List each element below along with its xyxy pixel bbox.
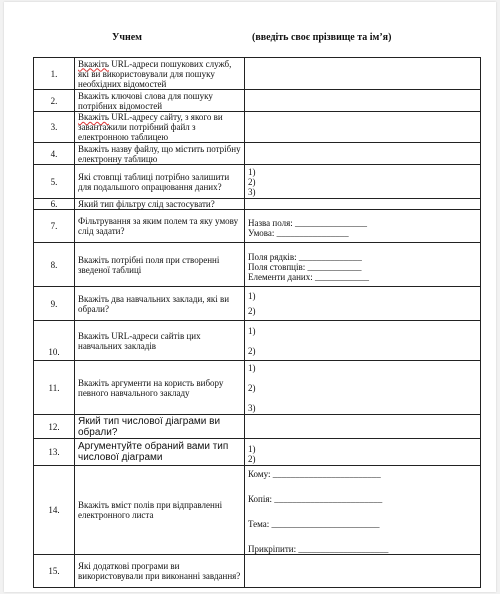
student-label: Учнем: [112, 32, 142, 43]
answer-line: Копія: ________________________: [248, 494, 383, 504]
row-number: 8.: [34, 243, 75, 287]
answer-line: Прикріпити: ____________________: [248, 544, 389, 554]
question-spell-word: Вкажіть: [78, 112, 109, 122]
question-cell: Які додаткові програми ви використовували при виконанні завдання?: [75, 555, 245, 588]
name-prompt: (введіть своє прізвище та ім’я): [252, 32, 392, 43]
table-row: [34, 199, 481, 210]
answer-line: 2): [248, 453, 256, 464]
question-cell: Вкажіть аргументи на користь вибору певного навчального закладу: [75, 361, 245, 415]
answer-cell[interactable]: [245, 165, 481, 199]
answer-line: 3): [248, 402, 256, 413]
table-row: [34, 243, 481, 287]
answer-line: Елементи даних: ____________: [248, 271, 369, 282]
answer-line: Умова: ________________: [248, 227, 349, 238]
question-cell: Вкажіть URL-адреси сайтів цих навчальних закладів: [75, 321, 245, 361]
answer-cell[interactable]: [245, 466, 481, 555]
table-row: [34, 58, 481, 90]
question-text: URL-адресу сайту, з якого ви завантажили потрібний файл з електронною таблицею: [78, 112, 223, 142]
question-text: URL-адреси пошукових служб, які ви використовували для пошуку необхідних відомостей: [78, 58, 232, 89]
question-cell: Вкажіть ключові слова для пошуку потрібних відомостей: [75, 90, 245, 112]
row-number: 15.: [34, 555, 75, 588]
answer-line: Поля стовпців: ____________: [248, 261, 362, 272]
row-number: 12.: [34, 415, 75, 439]
table-row: [34, 143, 481, 165]
row-number: 6.: [34, 199, 75, 210]
answer-cell[interactable]: [245, 439, 481, 466]
table-row: [34, 112, 481, 143]
answer-cell[interactable]: [245, 415, 481, 439]
table-row: [34, 210, 481, 243]
table-row: [34, 466, 481, 555]
answer-line: 3): [248, 186, 256, 197]
question-cell: Вкажіть два навчальних заклади, які ви обрали?: [75, 287, 245, 321]
answer-line: Назва поля: ________________: [248, 217, 368, 228]
answer-line: 1): [248, 166, 256, 177]
table-row: [34, 439, 481, 466]
answer-cell[interactable]: [245, 321, 481, 361]
row-number: 3.: [34, 112, 75, 143]
answer-cell[interactable]: [245, 112, 481, 143]
question-spell-word: Вкажіть: [78, 58, 109, 69]
question-cell: Який тип числової діаграми ви обрали?: [75, 415, 245, 439]
answer-line: 2): [248, 306, 256, 316]
answer-line: Кому: ________________________: [248, 469, 381, 479]
question-cell: Аргументуйте обраний вами тип числової діаграми: [75, 439, 245, 466]
row-number: 5.: [34, 165, 75, 199]
document-page: [4, 2, 496, 592]
worksheet-table: [33, 57, 481, 588]
table-row: [34, 90, 481, 112]
question-cell: Які стовпці таблиці потрібно залишити для подальшого опрацювання даних?: [75, 165, 245, 199]
question-cell: [75, 58, 245, 90]
answer-line: 1): [248, 443, 256, 454]
row-number: 11.: [34, 361, 75, 415]
question-cell: Вкажіть потрібні поля при створенні зведеної таблиці: [75, 243, 245, 287]
row-number: 13.: [34, 439, 75, 466]
answer-cell[interactable]: [245, 287, 481, 321]
question-cell: Вкажіть вміст полів при відправленні електронного листа: [75, 466, 245, 555]
question-cell: Вкажіть назву файлу, що містить потрібну електронну таблицю: [75, 143, 245, 165]
table-row: [34, 415, 481, 439]
document-header: [4, 32, 496, 48]
answer-line: Тема: ________________________: [248, 519, 380, 529]
answer-cell[interactable]: [245, 143, 481, 165]
answer-line: 1): [248, 291, 256, 301]
row-number: 4.: [34, 143, 75, 165]
row-number: 10.: [34, 321, 75, 361]
row-number: 7.: [34, 210, 75, 243]
row-number: 1.: [34, 58, 75, 90]
table-row: [34, 165, 481, 199]
answer-line: 1): [248, 325, 256, 336]
table-row: [34, 361, 481, 415]
answer-cell[interactable]: [245, 210, 481, 243]
answer-line: 2): [248, 176, 256, 187]
question-cell: Який тип фільтру слід застосувати?: [75, 199, 245, 210]
row-number: 9.: [34, 287, 75, 321]
answer-cell[interactable]: [245, 555, 481, 588]
answer-cell[interactable]: [245, 90, 481, 112]
answer-cell[interactable]: [245, 243, 481, 287]
answer-cell[interactable]: [245, 199, 481, 210]
answer-line: 1): [248, 362, 256, 373]
answer-cell[interactable]: [245, 361, 481, 415]
table-row: [34, 287, 481, 321]
answer-cell[interactable]: [245, 58, 481, 90]
row-number: 2.: [34, 90, 75, 112]
answer-line: 2): [248, 345, 256, 356]
answer-line: 2): [248, 382, 256, 393]
row-number: 14.: [34, 466, 75, 555]
question-cell: Фільтрування за яким полем та яку умову слід задати?: [75, 210, 245, 243]
table-row: [34, 321, 481, 361]
table-row: [34, 555, 481, 588]
answer-line: Поля рядків: ______________: [248, 251, 362, 262]
question-cell: [75, 112, 245, 143]
